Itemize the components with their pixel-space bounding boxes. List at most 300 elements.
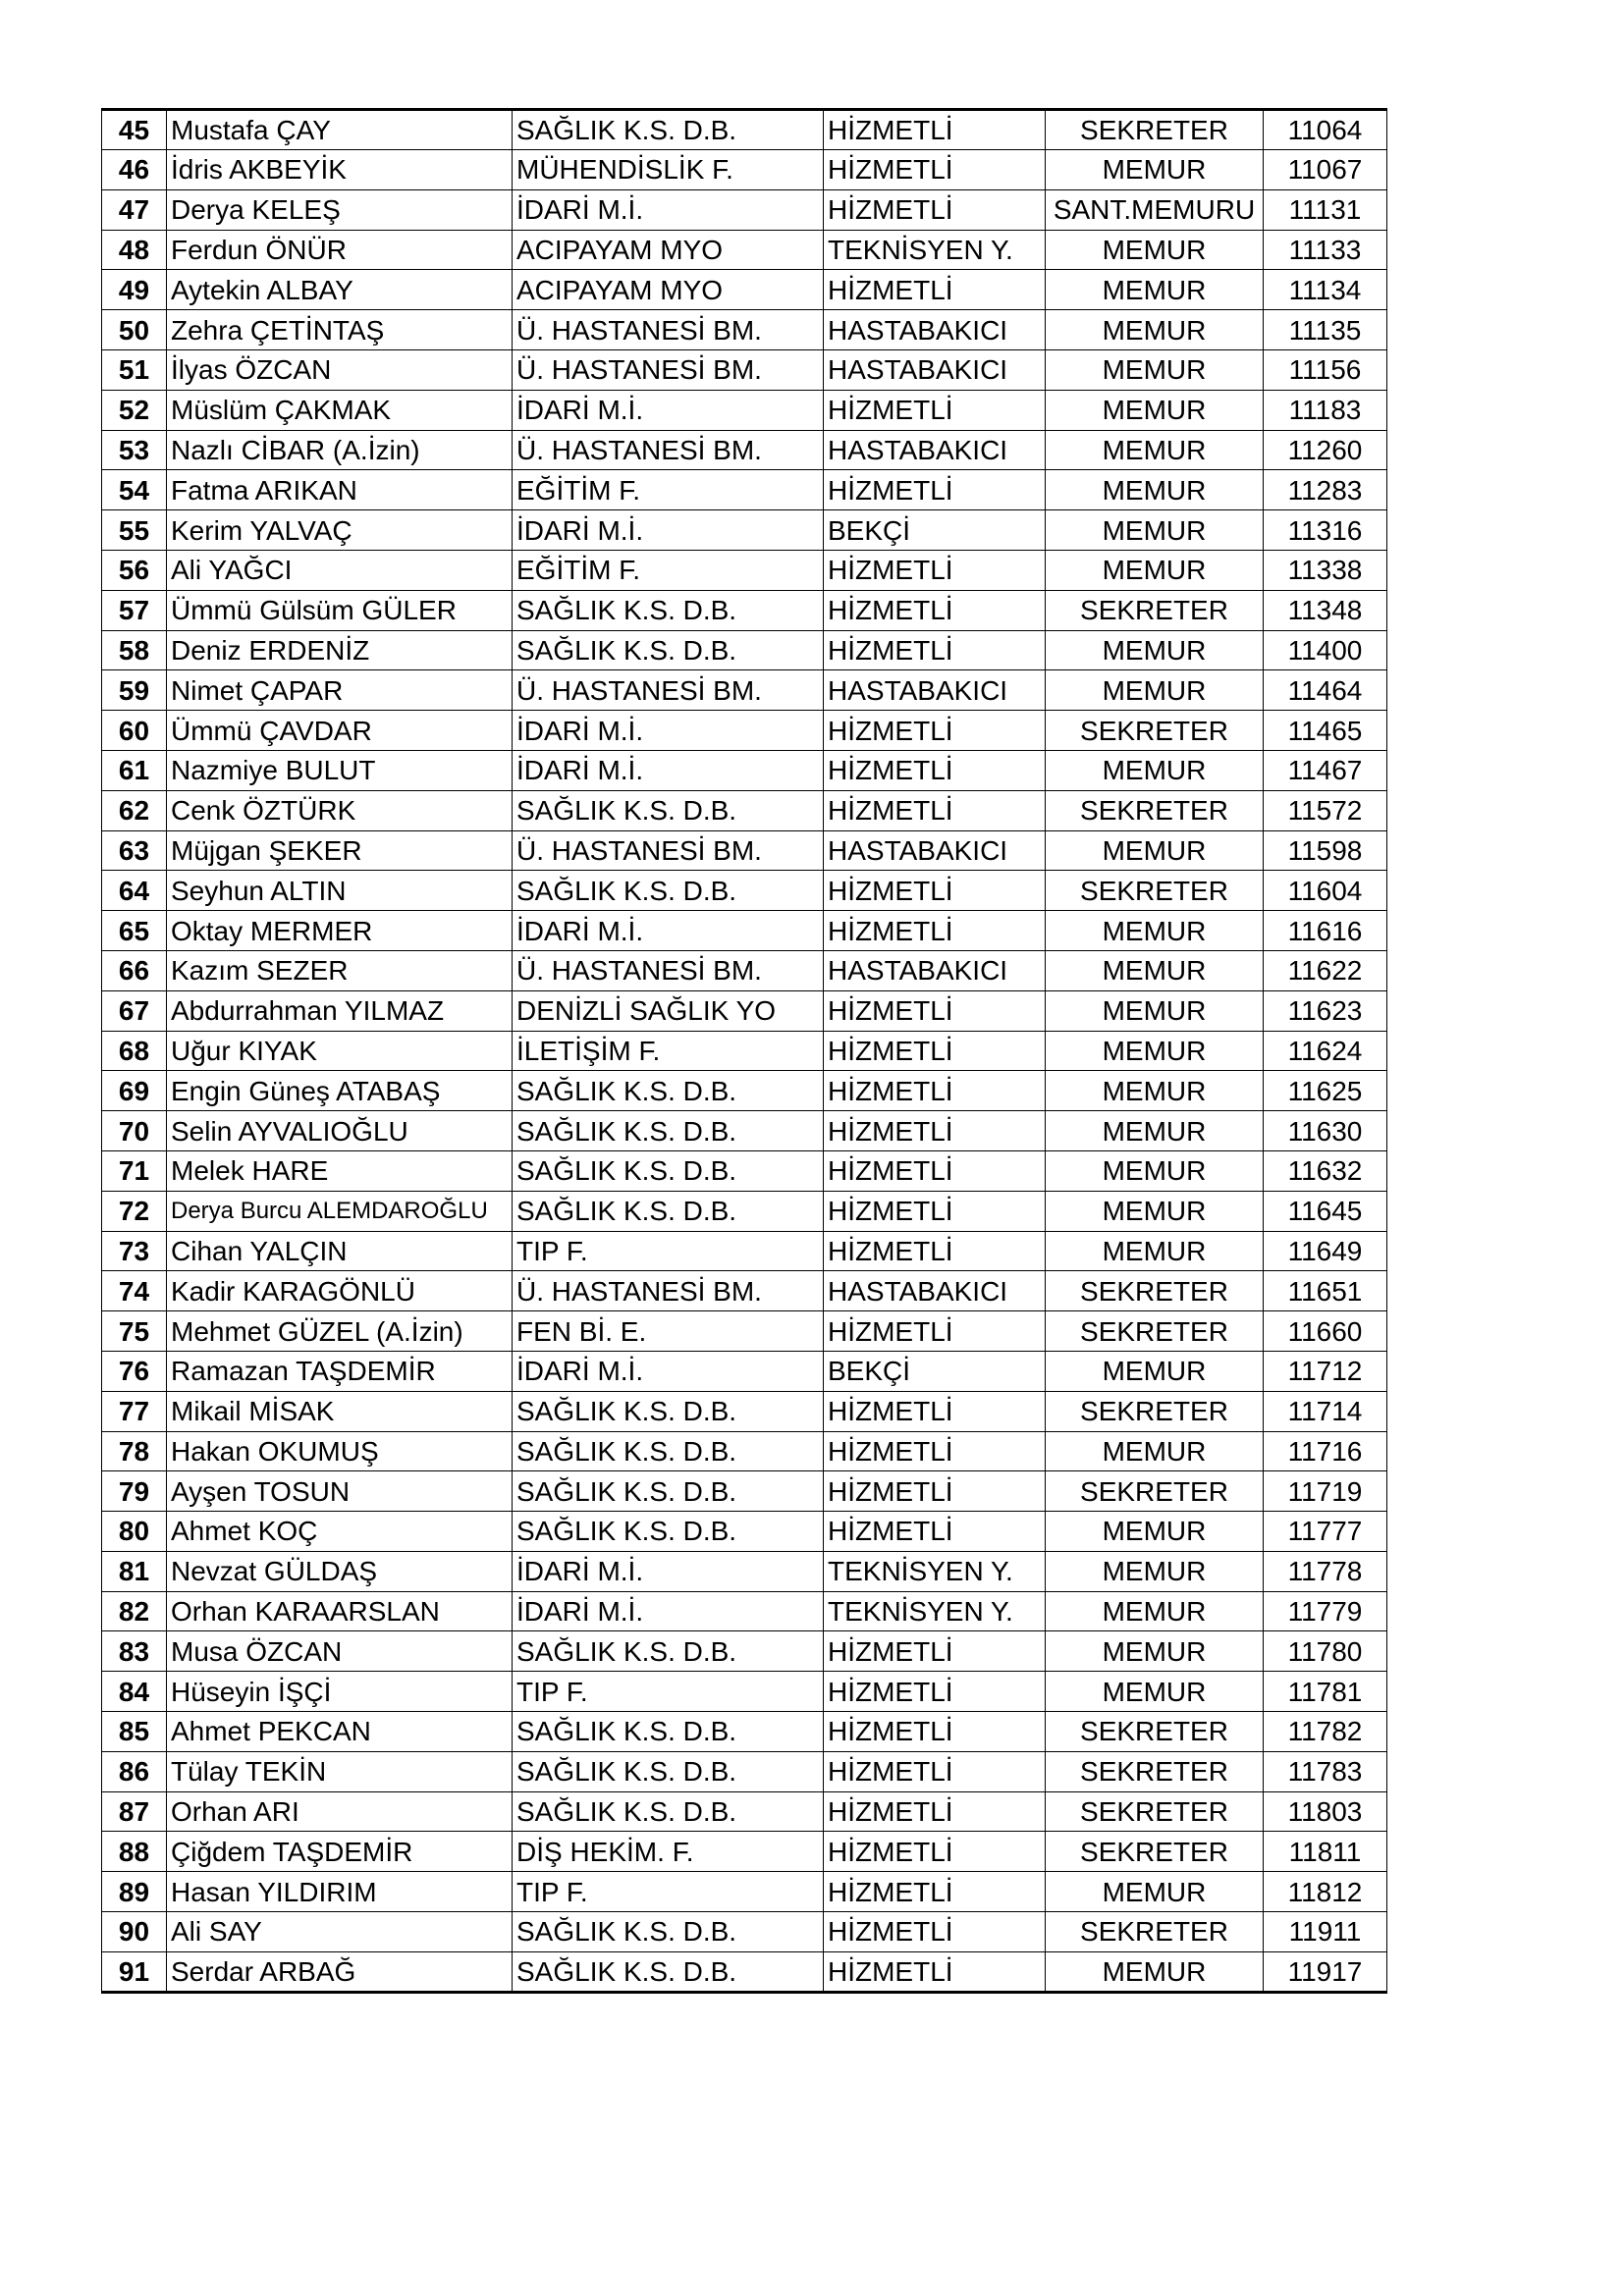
registry-number-cell: 11649 bbox=[1264, 1231, 1387, 1271]
role-cell: SEKRETER bbox=[1046, 1751, 1264, 1791]
role-cell: MEMUR bbox=[1046, 990, 1264, 1031]
person-name-cell: Kerim YALVAÇ bbox=[167, 510, 513, 551]
unit-name-cell: TIP F. bbox=[513, 1231, 824, 1271]
job-title-cell: HASTABAKICI bbox=[824, 670, 1046, 711]
unit-name-cell: İDARİ M.İ. bbox=[513, 189, 824, 230]
person-name-cell: Ferdun ÖNÜR bbox=[167, 230, 513, 270]
unit-name-cell: ACIPAYAM MYO bbox=[513, 230, 824, 270]
row-number-cell: 83 bbox=[102, 1631, 167, 1672]
role-cell: SEKRETER bbox=[1046, 1912, 1264, 1952]
person-name-cell: Cenk ÖZTÜRK bbox=[167, 790, 513, 830]
registry-number-cell: 11133 bbox=[1264, 230, 1387, 270]
person-name-cell: Çiğdem TAŞDEMİR bbox=[167, 1832, 513, 1872]
unit-name-cell: FEN Bİ. E. bbox=[513, 1311, 824, 1352]
unit-name-cell: İDARİ M.İ. bbox=[513, 390, 824, 430]
unit-name-cell: SAĞLIK K.S. D.B. bbox=[513, 1791, 824, 1832]
registry-number-cell: 11064 bbox=[1264, 110, 1387, 150]
registry-number-cell: 11632 bbox=[1264, 1150, 1387, 1191]
row-number-cell: 55 bbox=[102, 510, 167, 551]
table-row bbox=[102, 1271, 1387, 1311]
person-name-cell: Cihan YALÇIN bbox=[167, 1231, 513, 1271]
row-number-cell: 62 bbox=[102, 790, 167, 830]
unit-name-cell: SAĞLIK K.S. D.B. bbox=[513, 1431, 824, 1471]
row-number-cell: 66 bbox=[102, 950, 167, 990]
registry-number-cell: 11783 bbox=[1264, 1751, 1387, 1791]
job-title-cell: HİZMETLİ bbox=[824, 110, 1046, 150]
person-name-cell: Aytekin ALBAY bbox=[167, 270, 513, 310]
role-cell: MEMUR bbox=[1046, 630, 1264, 670]
person-name-cell: Oktay MERMER bbox=[167, 911, 513, 951]
job-title-cell: HİZMETLİ bbox=[824, 470, 1046, 510]
row-number-cell: 52 bbox=[102, 390, 167, 430]
row-number-cell: 86 bbox=[102, 1751, 167, 1791]
job-title-cell: HASTABAKICI bbox=[824, 310, 1046, 350]
unit-name-cell: ACIPAYAM MYO bbox=[513, 270, 824, 310]
unit-name-cell: İDARİ M.İ. bbox=[513, 1551, 824, 1591]
person-name-cell: Selin AYVALIOĞLU bbox=[167, 1111, 513, 1151]
job-title-cell: HASTABAKICI bbox=[824, 950, 1046, 990]
table-row bbox=[102, 1712, 1387, 1752]
unit-name-cell: İDARİ M.İ. bbox=[513, 1591, 824, 1631]
role-cell: SEKRETER bbox=[1046, 1832, 1264, 1872]
unit-name-cell: İLETİŞİM F. bbox=[513, 1031, 824, 1071]
table-row bbox=[102, 349, 1387, 390]
row-number-cell: 49 bbox=[102, 270, 167, 310]
row-number-cell: 59 bbox=[102, 670, 167, 711]
table-row bbox=[102, 230, 1387, 270]
job-title-cell: HİZMETLİ bbox=[824, 1512, 1046, 1552]
table-row bbox=[102, 1551, 1387, 1591]
person-name-cell: Orhan ARI bbox=[167, 1791, 513, 1832]
table-row bbox=[102, 670, 1387, 711]
registry-number-cell: 11283 bbox=[1264, 470, 1387, 510]
role-cell: MEMUR bbox=[1046, 270, 1264, 310]
table-row bbox=[102, 1150, 1387, 1191]
person-name-cell: Mehmet GÜZEL (A.İzin) bbox=[167, 1311, 513, 1352]
person-name-cell: Engin Güneş ATABAŞ bbox=[167, 1071, 513, 1111]
job-title-cell: HİZMETLİ bbox=[824, 1391, 1046, 1431]
table-row bbox=[102, 150, 1387, 190]
person-name-cell: Ramazan TAŞDEMİR bbox=[167, 1351, 513, 1391]
role-cell: MEMUR bbox=[1046, 1672, 1264, 1712]
role-cell: MEMUR bbox=[1046, 550, 1264, 590]
row-number-cell: 77 bbox=[102, 1391, 167, 1431]
role-cell: MEMUR bbox=[1046, 1631, 1264, 1672]
row-number-cell: 70 bbox=[102, 1111, 167, 1151]
row-number-cell: 65 bbox=[102, 911, 167, 951]
row-number-cell: 76 bbox=[102, 1351, 167, 1391]
table-row bbox=[102, 1872, 1387, 1912]
registry-number-cell: 11464 bbox=[1264, 670, 1387, 711]
table-row bbox=[102, 1912, 1387, 1952]
registry-number-cell: 11651 bbox=[1264, 1271, 1387, 1311]
registry-number-cell: 11660 bbox=[1264, 1311, 1387, 1352]
registry-number-cell: 11778 bbox=[1264, 1551, 1387, 1591]
job-title-cell: HİZMETLİ bbox=[824, 1431, 1046, 1471]
person-name-cell: Nazlı CİBAR (A.İzin) bbox=[167, 430, 513, 470]
person-name-cell: Tülay TEKİN bbox=[167, 1751, 513, 1791]
job-title-cell: HİZMETLİ bbox=[824, 1231, 1046, 1271]
registry-number-cell: 11716 bbox=[1264, 1431, 1387, 1471]
unit-name-cell: Ü. HASTANESİ BM. bbox=[513, 310, 824, 350]
table-row bbox=[102, 1951, 1387, 1992]
row-number-cell: 74 bbox=[102, 1271, 167, 1311]
row-number-cell: 69 bbox=[102, 1071, 167, 1111]
job-title-cell: HİZMETLİ bbox=[824, 750, 1046, 790]
role-cell: MEMUR bbox=[1046, 1031, 1264, 1071]
registry-number-cell: 11400 bbox=[1264, 630, 1387, 670]
registry-number-cell: 11779 bbox=[1264, 1591, 1387, 1631]
role-cell: MEMUR bbox=[1046, 670, 1264, 711]
registry-number-cell: 11811 bbox=[1264, 1832, 1387, 1872]
person-name-cell: Melek HARE bbox=[167, 1150, 513, 1191]
role-cell: MEMUR bbox=[1046, 1431, 1264, 1471]
job-title-cell: HİZMETLİ bbox=[824, 1311, 1046, 1352]
role-cell: MEMUR bbox=[1046, 1351, 1264, 1391]
table-row bbox=[102, 1791, 1387, 1832]
row-number-cell: 57 bbox=[102, 590, 167, 630]
person-name-cell: Orhan KARAARSLAN bbox=[167, 1591, 513, 1631]
role-cell: SEKRETER bbox=[1046, 1791, 1264, 1832]
role-cell: MEMUR bbox=[1046, 950, 1264, 990]
person-name-cell: Hakan OKUMUŞ bbox=[167, 1431, 513, 1471]
role-cell: MEMUR bbox=[1046, 1591, 1264, 1631]
table-row bbox=[102, 430, 1387, 470]
unit-name-cell: SAĞLIK K.S. D.B. bbox=[513, 1111, 824, 1151]
role-cell: MEMUR bbox=[1046, 1071, 1264, 1111]
role-cell: MEMUR bbox=[1046, 1150, 1264, 1191]
job-title-cell: HİZMETLİ bbox=[824, 1951, 1046, 1992]
table-row bbox=[102, 1111, 1387, 1151]
person-name-cell: Ümmü Gülsüm GÜLER bbox=[167, 590, 513, 630]
registry-number-cell: 11183 bbox=[1264, 390, 1387, 430]
table-row bbox=[102, 590, 1387, 630]
table-row bbox=[102, 911, 1387, 951]
row-number-cell: 46 bbox=[102, 150, 167, 190]
person-name-cell: Ayşen TOSUN bbox=[167, 1471, 513, 1512]
role-cell: MEMUR bbox=[1046, 1512, 1264, 1552]
registry-number-cell: 11067 bbox=[1264, 150, 1387, 190]
registry-number-cell: 11467 bbox=[1264, 750, 1387, 790]
job-title-cell: HASTABAKICI bbox=[824, 349, 1046, 390]
person-name-cell: Müjgan ŞEKER bbox=[167, 830, 513, 871]
person-name-cell: Derya KELEŞ bbox=[167, 189, 513, 230]
registry-number-cell: 11134 bbox=[1264, 270, 1387, 310]
unit-name-cell: İDARİ M.İ. bbox=[513, 510, 824, 551]
unit-name-cell: SAĞLIK K.S. D.B. bbox=[513, 1912, 824, 1952]
unit-name-cell: Ü. HASTANESİ BM. bbox=[513, 430, 824, 470]
unit-name-cell: TIP F. bbox=[513, 1672, 824, 1712]
registry-number-cell: 11714 bbox=[1264, 1391, 1387, 1431]
table-row bbox=[102, 510, 1387, 551]
registry-number-cell: 11625 bbox=[1264, 1071, 1387, 1111]
role-cell: MEMUR bbox=[1046, 310, 1264, 350]
role-cell: SANT.MEMURU bbox=[1046, 189, 1264, 230]
table-row bbox=[102, 1071, 1387, 1111]
role-cell: MEMUR bbox=[1046, 1872, 1264, 1912]
registry-number-cell: 11803 bbox=[1264, 1791, 1387, 1832]
job-title-cell: BEKÇİ bbox=[824, 510, 1046, 551]
registry-number-cell: 11135 bbox=[1264, 310, 1387, 350]
role-cell: SEKRETER bbox=[1046, 790, 1264, 830]
registry-number-cell: 11465 bbox=[1264, 711, 1387, 751]
role-cell: MEMUR bbox=[1046, 510, 1264, 551]
table-row bbox=[102, 270, 1387, 310]
row-number-cell: 73 bbox=[102, 1231, 167, 1271]
registry-number-cell: 11604 bbox=[1264, 871, 1387, 911]
job-title-cell: HİZMETLİ bbox=[824, 1751, 1046, 1791]
registry-number-cell: 11572 bbox=[1264, 790, 1387, 830]
unit-name-cell: SAĞLIK K.S. D.B. bbox=[513, 110, 824, 150]
job-title-cell: BEKÇİ bbox=[824, 1351, 1046, 1391]
row-number-cell: 51 bbox=[102, 349, 167, 390]
registry-number-cell: 11156 bbox=[1264, 349, 1387, 390]
role-cell: MEMUR bbox=[1046, 430, 1264, 470]
registry-number-cell: 11616 bbox=[1264, 911, 1387, 951]
unit-name-cell: SAĞLIK K.S. D.B. bbox=[513, 1951, 824, 1992]
role-cell: MEMUR bbox=[1046, 230, 1264, 270]
role-cell: MEMUR bbox=[1046, 830, 1264, 871]
role-cell: SEKRETER bbox=[1046, 1712, 1264, 1752]
table-row bbox=[102, 1751, 1387, 1791]
row-number-cell: 91 bbox=[102, 1951, 167, 1992]
registry-number-cell: 11338 bbox=[1264, 550, 1387, 590]
role-cell: SEKRETER bbox=[1046, 590, 1264, 630]
unit-name-cell: TIP F. bbox=[513, 1872, 824, 1912]
person-name-cell: Hüseyin İŞÇİ bbox=[167, 1672, 513, 1712]
table-row bbox=[102, 711, 1387, 751]
table-row bbox=[102, 1311, 1387, 1352]
job-title-cell: TEKNİSYEN Y. bbox=[824, 230, 1046, 270]
registry-number-cell: 11782 bbox=[1264, 1712, 1387, 1752]
job-title-cell: HİZMETLİ bbox=[824, 711, 1046, 751]
row-number-cell: 48 bbox=[102, 230, 167, 270]
registry-number-cell: 11917 bbox=[1264, 1951, 1387, 1992]
personnel-table bbox=[101, 108, 1387, 1994]
job-title-cell: HASTABAKICI bbox=[824, 430, 1046, 470]
registry-number-cell: 11911 bbox=[1264, 1912, 1387, 1952]
person-name-cell: Ali SAY bbox=[167, 1912, 513, 1952]
table-row bbox=[102, 1631, 1387, 1672]
table-row bbox=[102, 1231, 1387, 1271]
job-title-cell: HİZMETLİ bbox=[824, 189, 1046, 230]
row-number-cell: 50 bbox=[102, 310, 167, 350]
unit-name-cell: SAĞLIK K.S. D.B. bbox=[513, 1191, 824, 1231]
role-cell: SEKRETER bbox=[1046, 1311, 1264, 1352]
row-number-cell: 90 bbox=[102, 1912, 167, 1952]
job-title-cell: HİZMETLİ bbox=[824, 990, 1046, 1031]
person-name-cell: Abdurrahman YILMAZ bbox=[167, 990, 513, 1031]
person-name-cell: Fatma ARIKAN bbox=[167, 470, 513, 510]
registry-number-cell: 11777 bbox=[1264, 1512, 1387, 1552]
role-cell: MEMUR bbox=[1046, 1111, 1264, 1151]
registry-number-cell: 11598 bbox=[1264, 830, 1387, 871]
unit-name-cell: SAĞLIK K.S. D.B. bbox=[513, 1631, 824, 1672]
registry-number-cell: 11780 bbox=[1264, 1631, 1387, 1672]
role-cell: MEMUR bbox=[1046, 470, 1264, 510]
table-row bbox=[102, 830, 1387, 871]
person-name-cell: Kadir KARAGÖNLÜ bbox=[167, 1271, 513, 1311]
person-name-cell: Ali YAĞCI bbox=[167, 550, 513, 590]
table-row bbox=[102, 790, 1387, 830]
unit-name-cell: İDARİ M.İ. bbox=[513, 750, 824, 790]
person-name-cell: Uğur KIYAK bbox=[167, 1031, 513, 1071]
registry-number-cell: 11781 bbox=[1264, 1672, 1387, 1712]
row-number-cell: 58 bbox=[102, 630, 167, 670]
registry-number-cell: 11316 bbox=[1264, 510, 1387, 551]
job-title-cell: HİZMETLİ bbox=[824, 1471, 1046, 1512]
person-name-cell: Mustafa ÇAY bbox=[167, 110, 513, 150]
registry-number-cell: 11622 bbox=[1264, 950, 1387, 990]
person-name-cell: Musa ÖZCAN bbox=[167, 1631, 513, 1672]
table-row bbox=[102, 470, 1387, 510]
job-title-cell: HİZMETLİ bbox=[824, 1672, 1046, 1712]
row-number-cell: 85 bbox=[102, 1712, 167, 1752]
job-title-cell: HİZMETLİ bbox=[824, 1071, 1046, 1111]
row-number-cell: 64 bbox=[102, 871, 167, 911]
person-name-cell: Ahmet KOÇ bbox=[167, 1512, 513, 1552]
person-name-cell: Mikail MİSAK bbox=[167, 1391, 513, 1431]
job-title-cell: HİZMETLİ bbox=[824, 150, 1046, 190]
unit-name-cell: Ü. HASTANESİ BM. bbox=[513, 830, 824, 871]
job-title-cell: HİZMETLİ bbox=[824, 871, 1046, 911]
unit-name-cell: EĞİTİM F. bbox=[513, 470, 824, 510]
job-title-cell: HİZMETLİ bbox=[824, 790, 1046, 830]
unit-name-cell: İDARİ M.İ. bbox=[513, 1351, 824, 1391]
table-row bbox=[102, 1512, 1387, 1552]
registry-number-cell: 11348 bbox=[1264, 590, 1387, 630]
job-title-cell: HİZMETLİ bbox=[824, 911, 1046, 951]
job-title-cell: HİZMETLİ bbox=[824, 1712, 1046, 1752]
table-row bbox=[102, 310, 1387, 350]
job-title-cell: HİZMETLİ bbox=[824, 630, 1046, 670]
role-cell: SEKRETER bbox=[1046, 871, 1264, 911]
role-cell: MEMUR bbox=[1046, 390, 1264, 430]
row-number-cell: 71 bbox=[102, 1150, 167, 1191]
row-number-cell: 89 bbox=[102, 1872, 167, 1912]
row-number-cell: 84 bbox=[102, 1672, 167, 1712]
table-row bbox=[102, 871, 1387, 911]
unit-name-cell: Ü. HASTANESİ BM. bbox=[513, 670, 824, 711]
job-title-cell: HİZMETLİ bbox=[824, 1031, 1046, 1071]
table-row bbox=[102, 189, 1387, 230]
table-row bbox=[102, 1431, 1387, 1471]
table-row bbox=[102, 750, 1387, 790]
unit-name-cell: MÜHENDİSLİK F. bbox=[513, 150, 824, 190]
row-number-cell: 80 bbox=[102, 1512, 167, 1552]
person-name-cell: İdris AKBEYİK bbox=[167, 150, 513, 190]
job-title-cell: HİZMETLİ bbox=[824, 1150, 1046, 1191]
unit-name-cell: Ü. HASTANESİ BM. bbox=[513, 950, 824, 990]
unit-name-cell: DENİZLİ SAĞLIK YO bbox=[513, 990, 824, 1031]
person-name-cell: Nimet ÇAPAR bbox=[167, 670, 513, 711]
table-row bbox=[102, 950, 1387, 990]
person-name-cell: Serdar ARBAĞ bbox=[167, 1951, 513, 1992]
person-name-cell: Deniz ERDENİZ bbox=[167, 630, 513, 670]
person-name-cell: İlyas ÖZCAN bbox=[167, 349, 513, 390]
row-number-cell: 87 bbox=[102, 1791, 167, 1832]
unit-name-cell: SAĞLIK K.S. D.B. bbox=[513, 790, 824, 830]
job-title-cell: HİZMETLİ bbox=[824, 1791, 1046, 1832]
role-cell: MEMUR bbox=[1046, 1191, 1264, 1231]
job-title-cell: HASTABAKICI bbox=[824, 1271, 1046, 1311]
role-cell: MEMUR bbox=[1046, 750, 1264, 790]
unit-name-cell: SAĞLIK K.S. D.B. bbox=[513, 1391, 824, 1431]
table-row bbox=[102, 1672, 1387, 1712]
unit-name-cell: SAĞLIK K.S. D.B. bbox=[513, 1071, 824, 1111]
role-cell: MEMUR bbox=[1046, 1231, 1264, 1271]
row-number-cell: 60 bbox=[102, 711, 167, 751]
row-number-cell: 47 bbox=[102, 189, 167, 230]
job-title-cell: TEKNİSYEN Y. bbox=[824, 1551, 1046, 1591]
unit-name-cell: SAĞLIK K.S. D.B. bbox=[513, 1712, 824, 1752]
table-row bbox=[102, 1471, 1387, 1512]
row-number-cell: 53 bbox=[102, 430, 167, 470]
job-title-cell: HİZMETLİ bbox=[824, 1912, 1046, 1952]
role-cell: MEMUR bbox=[1046, 1951, 1264, 1992]
unit-name-cell: SAĞLIK K.S. D.B. bbox=[513, 1512, 824, 1552]
person-name-cell: Zehra ÇETİNTAŞ bbox=[167, 310, 513, 350]
role-cell: SEKRETER bbox=[1046, 1471, 1264, 1512]
registry-number-cell: 11623 bbox=[1264, 990, 1387, 1031]
role-cell: MEMUR bbox=[1046, 150, 1264, 190]
unit-name-cell: EĞİTİM F. bbox=[513, 550, 824, 590]
unit-name-cell: SAĞLIK K.S. D.B. bbox=[513, 590, 824, 630]
registry-number-cell: 11645 bbox=[1264, 1191, 1387, 1231]
unit-name-cell: İDARİ M.İ. bbox=[513, 711, 824, 751]
role-cell: SEKRETER bbox=[1046, 1391, 1264, 1431]
registry-number-cell: 11712 bbox=[1264, 1351, 1387, 1391]
personnel-table-body bbox=[102, 110, 1387, 1993]
registry-number-cell: 11260 bbox=[1264, 430, 1387, 470]
table-row bbox=[102, 550, 1387, 590]
unit-name-cell: SAĞLIK K.S. D.B. bbox=[513, 1751, 824, 1791]
unit-name-cell: SAĞLIK K.S. D.B. bbox=[513, 630, 824, 670]
unit-name-cell: İDARİ M.İ. bbox=[513, 911, 824, 951]
person-name-cell: Nevzat GÜLDAŞ bbox=[167, 1551, 513, 1591]
unit-name-cell: SAĞLIK K.S. D.B. bbox=[513, 1150, 824, 1191]
job-title-cell: HİZMETLİ bbox=[824, 590, 1046, 630]
table-row bbox=[102, 1391, 1387, 1431]
table-row bbox=[102, 390, 1387, 430]
table-row bbox=[102, 630, 1387, 670]
row-number-cell: 88 bbox=[102, 1832, 167, 1872]
unit-name-cell: Ü. HASTANESİ BM. bbox=[513, 1271, 824, 1311]
table-row bbox=[102, 1351, 1387, 1391]
role-cell: MEMUR bbox=[1046, 349, 1264, 390]
table-row bbox=[102, 110, 1387, 150]
person-name-cell: Nazmiye BULUT bbox=[167, 750, 513, 790]
person-name-cell: Ahmet PEKCAN bbox=[167, 1712, 513, 1752]
role-cell: SEKRETER bbox=[1046, 110, 1264, 150]
unit-name-cell: SAĞLIK K.S. D.B. bbox=[513, 871, 824, 911]
table-row bbox=[102, 1591, 1387, 1631]
job-title-cell: TEKNİSYEN Y. bbox=[824, 1591, 1046, 1631]
person-name-cell: Müslüm ÇAKMAK bbox=[167, 390, 513, 430]
row-number-cell: 72 bbox=[102, 1191, 167, 1231]
role-cell: MEMUR bbox=[1046, 1551, 1264, 1591]
row-number-cell: 56 bbox=[102, 550, 167, 590]
person-name-cell: Ümmü ÇAVDAR bbox=[167, 711, 513, 751]
person-name-cell: Hasan YILDIRIM bbox=[167, 1872, 513, 1912]
job-title-cell: HASTABAKICI bbox=[824, 830, 1046, 871]
role-cell: SEKRETER bbox=[1046, 1271, 1264, 1311]
role-cell: MEMUR bbox=[1046, 911, 1264, 951]
job-title-cell: HİZMETLİ bbox=[824, 550, 1046, 590]
row-number-cell: 68 bbox=[102, 1031, 167, 1071]
job-title-cell: HİZMETLİ bbox=[824, 1191, 1046, 1231]
registry-number-cell: 11624 bbox=[1264, 1031, 1387, 1071]
